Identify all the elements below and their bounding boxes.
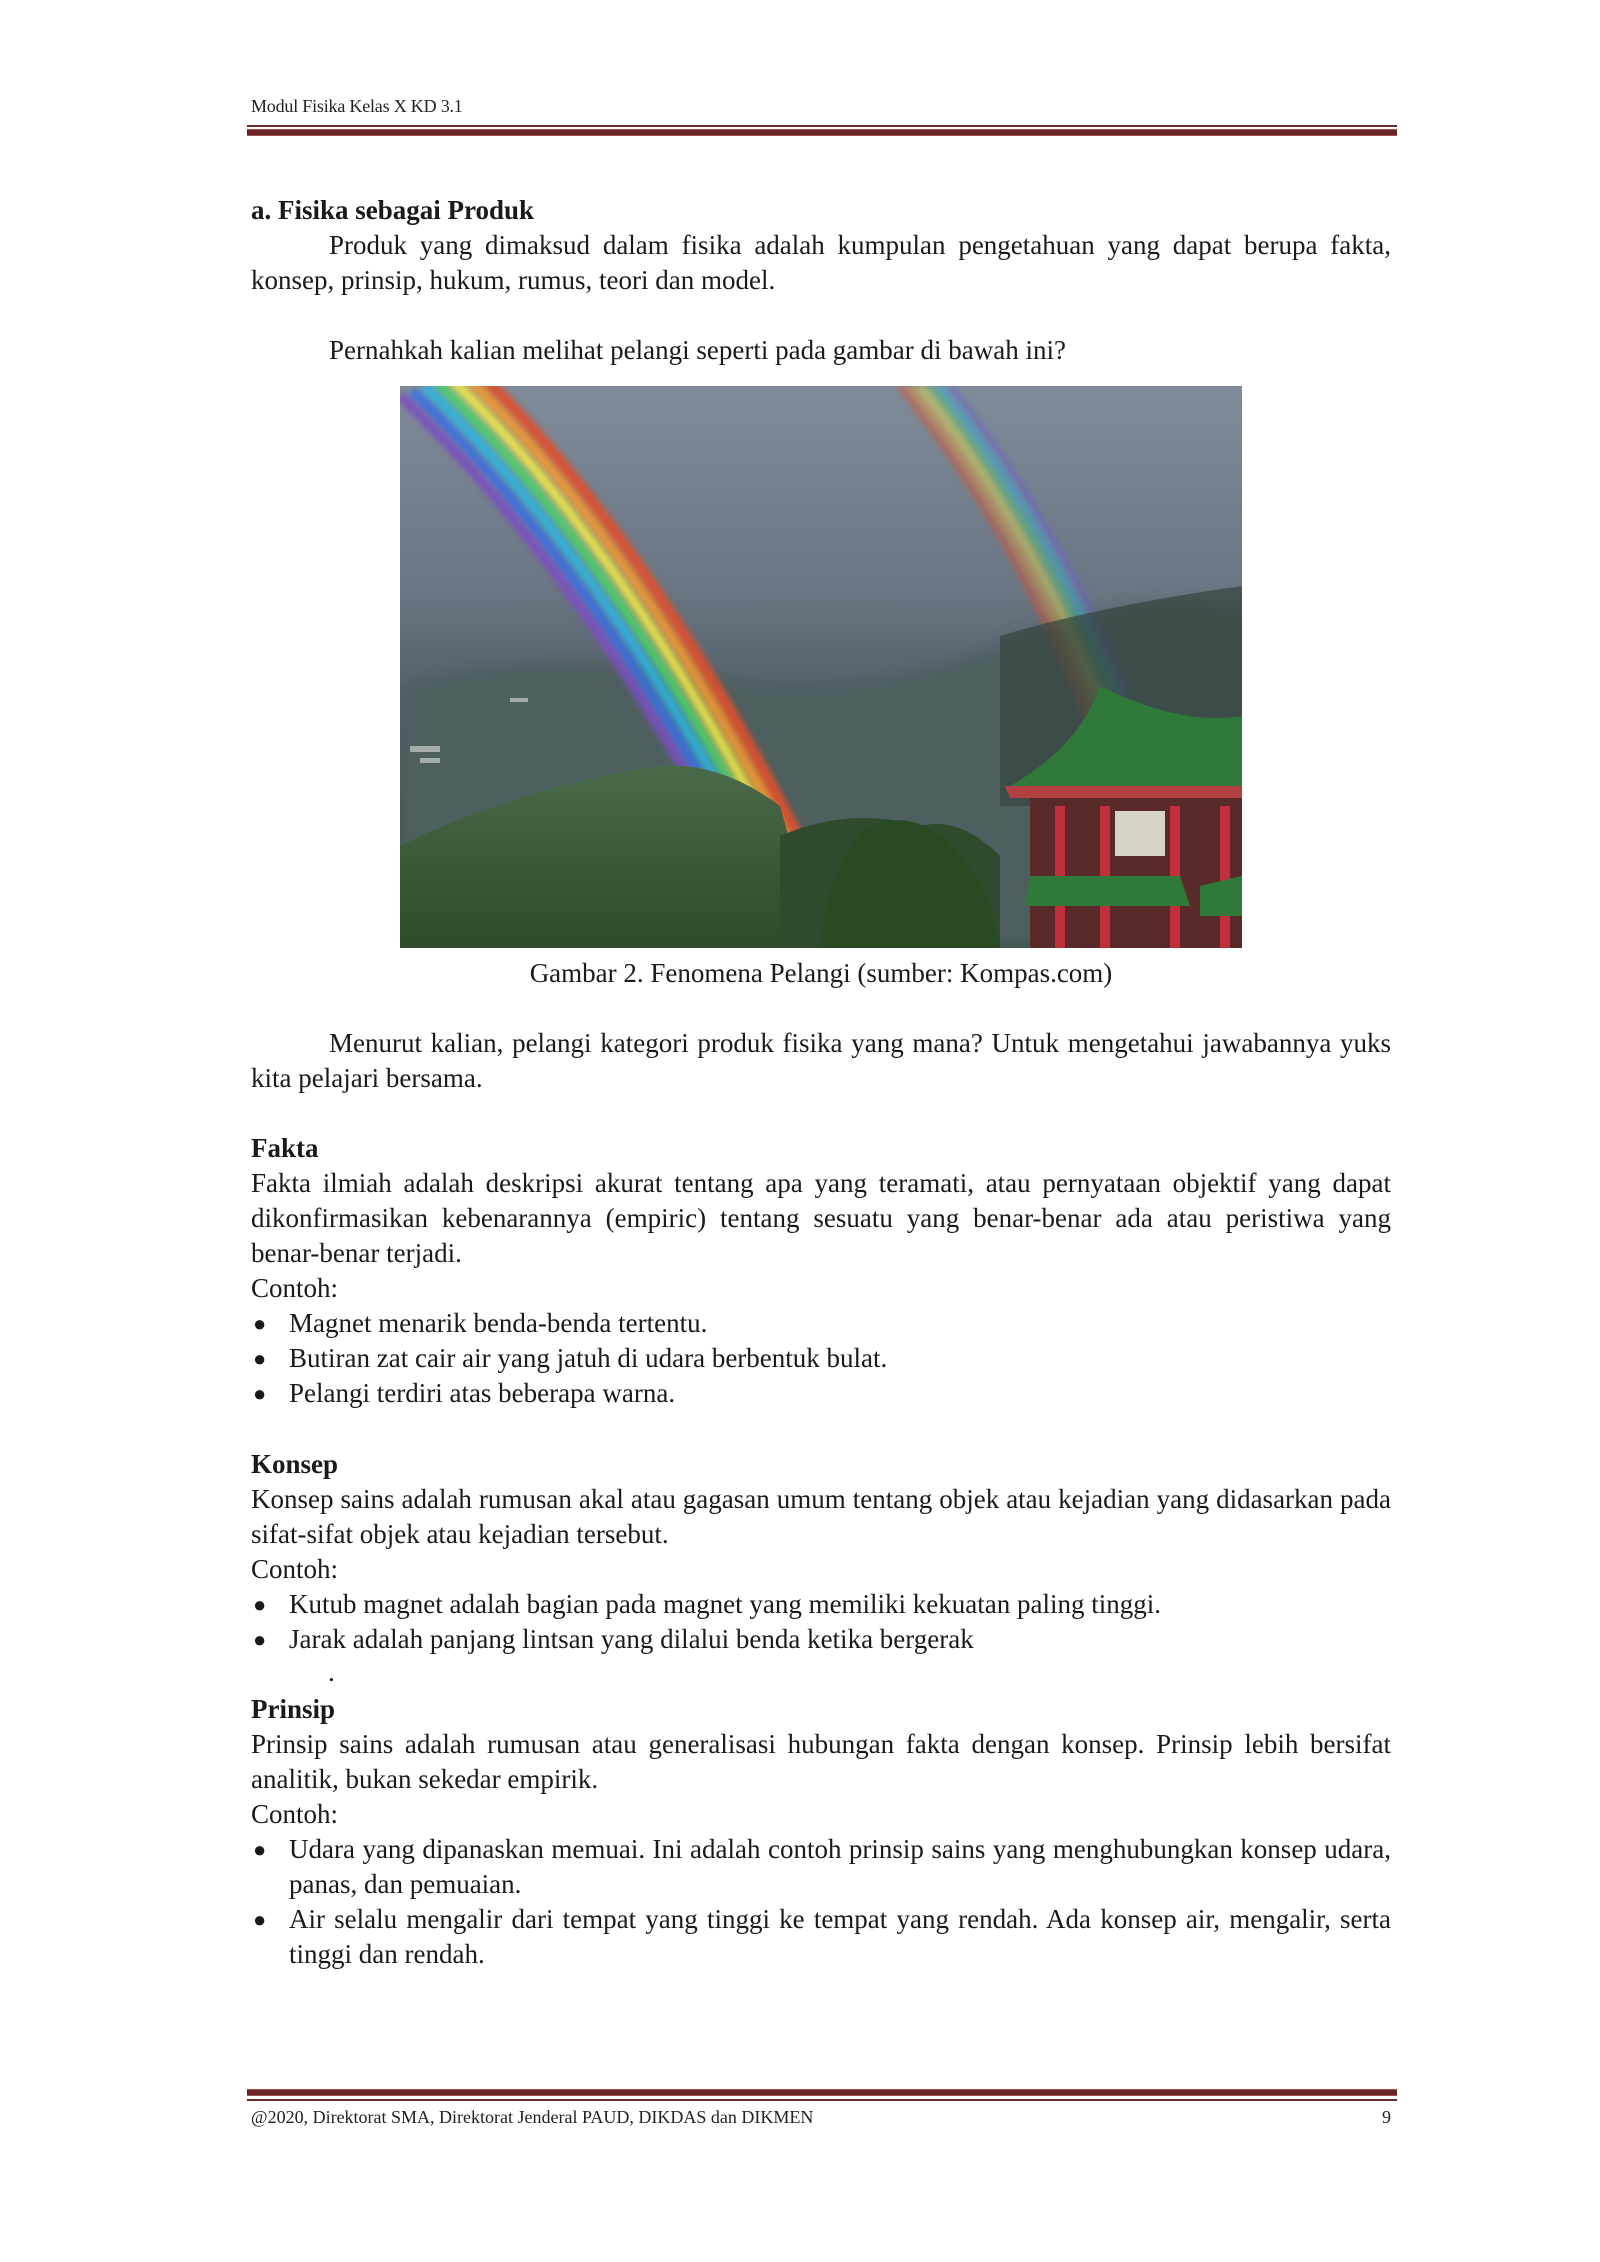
prinsip-contoh-label: Contoh: <box>251 1799 339 1829</box>
konsep-contoh-label: Contoh: <box>251 1554 339 1584</box>
footer-rule-thick <box>247 2089 1397 2096</box>
list-item: ● Butiran zat cair air yang jatuh di udara berbentuk bulat. <box>251 1341 1391 1376</box>
question-paragraph: Menurut kalian, pelangi kategori produk fisika yang mana? Untuk mengetahui jawabannya yuks kita pelajari bersama. <box>251 1028 1391 1093</box>
footer-copyright: @2020, Direktorat SMA, Direktorat Jenderal PAUD, DIKDAS dan DIKMEN <box>251 2107 814 2127</box>
konsep-examples <box>251 1587 1391 1657</box>
konsep-heading: Konsep <box>251 1449 339 1479</box>
fakta-heading: Fakta <box>251 1133 319 1163</box>
list-item: ● Magnet menarik benda-benda tertentu. <box>251 1306 1391 1341</box>
header-rule-thin <box>247 125 1397 127</box>
bullet-icon: ● <box>253 1592 267 1617</box>
after-figure <box>251 1026 1391 1096</box>
footer-rule-thin <box>247 2099 1397 2101</box>
fakta-examples <box>251 1306 1391 1411</box>
section-fakta <box>251 1131 1391 1411</box>
header-rule-thick <box>247 129 1397 136</box>
rainbow-question: Pernahkah kalian melihat pelangi seperti pada gambar di bawah ini? <box>329 335 1066 365</box>
prinsip-heading: Prinsip <box>251 1694 336 1724</box>
bullet-icon: ● <box>253 1837 267 1862</box>
fakta-definition: Fakta ilmiah adalah deskripsi akurat tentang apa yang teramati, atau pernyataan objektif yang dapat dikonfirmasikan kebenarannya (empiric) tentang sesuatu yang benar-benar ada atau peristiwa yang benar-benar terjadi. <box>251 1168 1391 1268</box>
prinsip-examples <box>251 1832 1391 1972</box>
bullet-icon: ● <box>253 1381 267 1406</box>
stray-period: . <box>328 1657 335 1687</box>
header-title: Modul Fisika Kelas X KD 3.1 <box>251 96 463 116</box>
section-a <box>251 193 1391 368</box>
intro-paragraph: Produk yang dimaksud dalam fisika adalah kumpulan pengetahuan yang dapat berupa fakta, konsep, prinsip, hukum, rumus, teori dan model. <box>251 230 1391 295</box>
list-item: ● Jarak adalah panjang lintsan yang dilalui benda ketika bergerak <box>251 1622 1391 1657</box>
list-item: ● Kutub magnet adalah bagian pada magnet yang memiliki kekuatan paling tinggi. <box>251 1587 1391 1622</box>
fakta-contoh-label: Contoh: <box>251 1273 339 1303</box>
section-prinsip <box>251 1692 1391 1972</box>
bullet-icon: ● <box>253 1311 267 1336</box>
bullet-icon: ● <box>253 1627 267 1652</box>
rainbow-photo <box>400 386 1242 948</box>
prinsip-definition: Prinsip sains adalah rumusan atau generalisasi hubungan fakta dengan konsep. Prinsip lebih bersifat analitik, bukan sekedar empirik. <box>251 1729 1391 1794</box>
konsep-definition: Konsep sains adalah rumusan akal atau gagasan umum tentang objek atau kejadian yang didasarkan pada sifat-sifat objek atau kejadian tersebut. <box>251 1484 1391 1549</box>
figure-caption: Gambar 2. Fenomena Pelangi (sumber: Kompas.com) <box>529 958 1113 988</box>
section-heading: a. Fisika sebagai Produk <box>251 195 535 225</box>
list-item: ● Air selalu mengalir dari tempat yang tinggi ke tempat yang rendah. Ada konsep air, mengalir, serta tinggi dan rendah. <box>253 1904 1391 1969</box>
bullet-icon: ● <box>253 1346 267 1371</box>
list-item: ● Udara yang dipanaskan memuai. Ini adalah contoh prinsip sains yang menghubungkan konsep udara, panas, dan pemuaian. <box>253 1834 1391 1899</box>
bullet-icon: ● <box>253 1907 267 1932</box>
page-number: 9 <box>1382 2107 1391 2127</box>
section-konsep <box>251 1447 1391 1657</box>
list-item: ● Pelangi terdiri atas beberapa warna. <box>251 1376 1391 1411</box>
